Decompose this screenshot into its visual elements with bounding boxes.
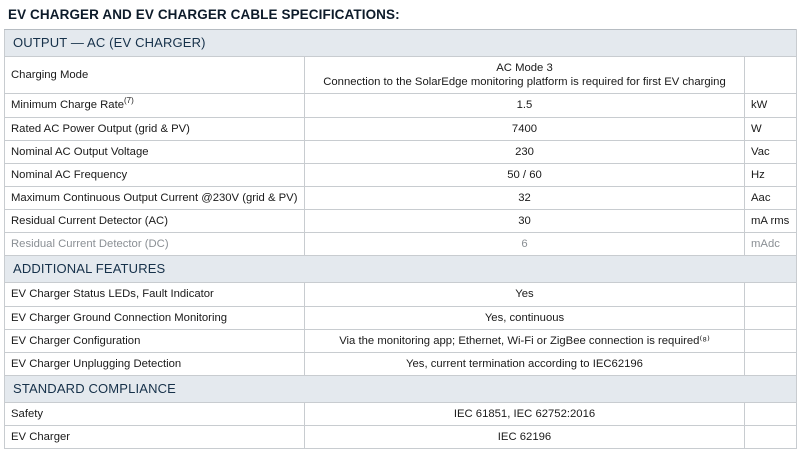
section-header-row (5, 30, 797, 57)
spec-value (305, 352, 745, 375)
spec-label (5, 57, 305, 94)
spec-unit: Aac (745, 186, 797, 209)
spec-value (305, 283, 745, 306)
spec-label (5, 94, 305, 117)
section-header-row (5, 375, 797, 402)
spec-label (5, 233, 305, 256)
spec-value (305, 163, 745, 186)
spec-label (5, 329, 305, 352)
specifications-table-body (5, 30, 797, 449)
spec-value (305, 403, 745, 426)
spec-value (305, 426, 745, 449)
spec-label-text: EV Charger Configuration (11, 334, 141, 347)
section-heading: ADDITIONAL FEATURES (5, 256, 797, 283)
spec-label-text: Rated AC Power Output (grid & PV) (11, 122, 190, 135)
spec-unit (745, 57, 797, 94)
table-row (5, 140, 797, 163)
spec-value (305, 57, 745, 94)
spec-value-line: 7400 (511, 122, 538, 135)
spec-label (5, 352, 305, 375)
spec-value-line: Yes (515, 288, 534, 301)
spec-value-line: 6 (521, 238, 528, 251)
spec-label-text: Safety (11, 408, 44, 421)
spec-label-text: EV Charger Status LEDs, Fault Indicator (11, 288, 214, 301)
table-row (5, 329, 797, 352)
spec-label-text: EV Charger Ground Connection Monitoring (11, 311, 228, 324)
spec-label-text: Minimum Charge Rate (11, 99, 125, 112)
spec-label (5, 140, 305, 163)
spec-value-line: Yes, continuous (484, 311, 565, 324)
table-row (5, 283, 797, 306)
section-heading: OUTPUT — AC (EV CHARGER) (5, 30, 797, 57)
table-row (5, 426, 797, 449)
spec-value (305, 306, 745, 329)
spec-label-text: Residual Current Detector (DC) (11, 238, 169, 251)
spec-value (305, 94, 745, 117)
spec-unit (745, 403, 797, 426)
spec-value-line: Yes, current termination according to IEC62196 (406, 357, 643, 370)
spec-unit: mA rms (745, 210, 797, 233)
spec-unit (745, 329, 797, 352)
spec-label (5, 306, 305, 329)
spec-value (305, 117, 745, 140)
spec-label-text: Charging Mode (11, 69, 89, 82)
spec-label (5, 117, 305, 140)
table-row (5, 403, 797, 426)
spec-unit: kW (745, 94, 797, 117)
spec-value-line: 30 (518, 215, 531, 228)
spec-unit: Vac (745, 140, 797, 163)
spec-label-text: EV Charger Unplugging Detection (11, 357, 182, 370)
spec-unit: mAdc (745, 233, 797, 256)
spec-unit (745, 352, 797, 375)
spec-label (5, 403, 305, 426)
table-row (5, 94, 797, 117)
table-row (5, 352, 797, 375)
table-row (5, 57, 797, 94)
spec-label-text: Maximum Continuous Output Current @230V (grid & PV) (11, 191, 298, 204)
spec-unit (745, 306, 797, 329)
table-row (5, 306, 797, 329)
table-row (5, 233, 797, 256)
spec-unit: Hz (745, 163, 797, 186)
footnote-marker: (7) (124, 96, 134, 106)
spec-value (305, 140, 745, 163)
spec-value-line: IEC 62196 (497, 431, 552, 444)
spec-label (5, 283, 305, 306)
spec-value (305, 210, 745, 233)
spec-value-line: 230 (515, 145, 534, 158)
table-row (5, 186, 797, 209)
spec-label-text: Nominal AC Output Voltage (11, 145, 149, 158)
section-header-row (5, 256, 797, 283)
spec-label-text: Nominal AC Frequency (11, 168, 128, 181)
spec-label (5, 186, 305, 209)
spec-value (305, 329, 745, 352)
spec-value-line: 50 / 60 (507, 168, 542, 181)
section-heading: STANDARD COMPLIANCE (5, 375, 797, 402)
specifications-table (4, 29, 797, 449)
spec-unit (745, 283, 797, 306)
table-row (5, 117, 797, 140)
table-row (5, 210, 797, 233)
spec-value-line: IEC 61851, IEC 62752:2016 (453, 408, 596, 421)
spec-value-line: 32 (518, 191, 531, 204)
table-row (5, 163, 797, 186)
spec-unit (745, 426, 797, 449)
spec-value-line: 1.5 (516, 99, 533, 112)
spec-label-text: EV Charger (11, 431, 71, 444)
spec-unit: W (745, 117, 797, 140)
spec-value-line: Connection to the SolarEdge monitoring platform is required for first EV charging (323, 76, 726, 89)
spec-value (305, 233, 745, 256)
spec-value (305, 186, 745, 209)
spec-value-line: Via the monitoring app; Ethernet, Wi-Fi or ZigBee connection is required⁽⁸⁾ (339, 334, 710, 347)
spec-label-text: Residual Current Detector (AC) (11, 215, 168, 228)
spec-label (5, 163, 305, 186)
spec-value-line: AC Mode 3 (496, 62, 553, 75)
spec-label (5, 210, 305, 233)
page-title: EV CHARGER AND EV CHARGER CABLE SPECIFICATIONS: (8, 7, 400, 22)
spec-label (5, 426, 305, 449)
